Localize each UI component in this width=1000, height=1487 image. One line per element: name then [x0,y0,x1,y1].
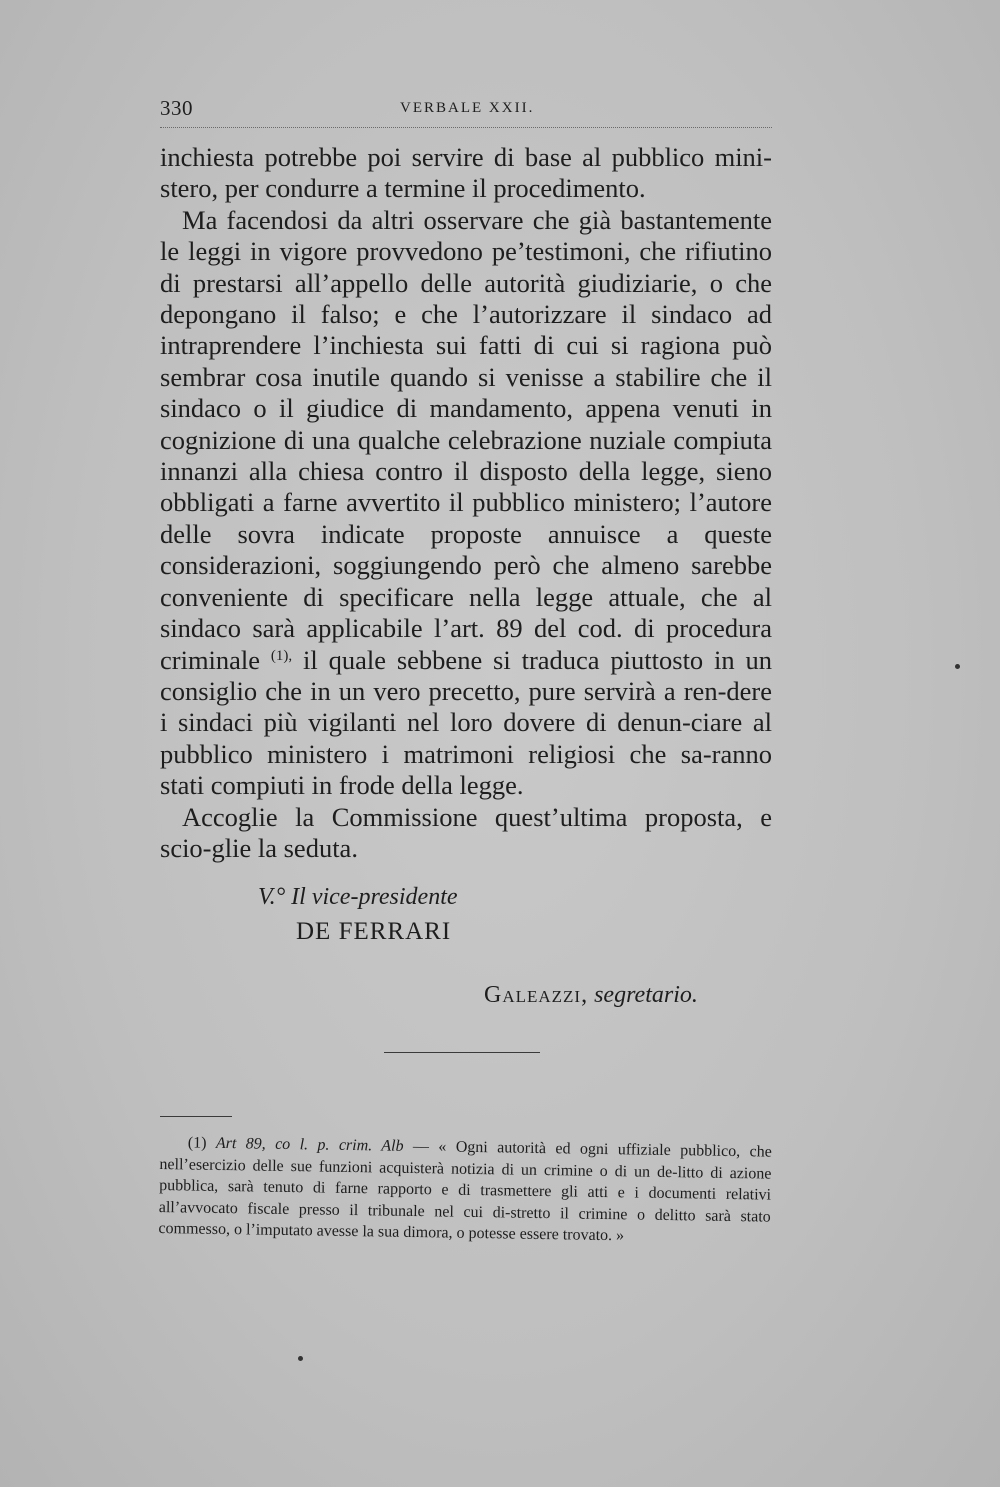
body-text [160,142,772,864]
vice-president-label: V.° Il vice-presidente [258,884,458,910]
footnote-citation: Art 89, co l. p. crim. Alb [215,1134,404,1155]
header-rule [160,127,772,128]
ink-speck [298,1356,303,1361]
footnote-reference-marker: (1), [270,647,293,664]
footnote-marker: (1) [187,1134,207,1152]
paragraph-3: Accoglie la Commissione quest’ultima proposta, e scio-glie la seduta. [160,801,772,863]
secretary-name: Galeazzi, [484,982,589,1008]
paragraph-2 [160,205,772,802]
paragraph-2-continuation: il quale sebbene si traduca piuttosto in un consiglio che in un vero precetto, pure servirà a ren-dere i sindaci più vigilanti nel loro dovere di denun-ciare al pubblico ministero i matrimoni religiosi che sa-ranno stati compiuti in frode della legge. [160,644,773,801]
closing-rule [384,1052,540,1053]
footnote-text: — « Ogni autorità ed ogni uffiziale pubblico, che nell’esercizio delle sue funzioni acquisterà notizia di un crimine o di un de-litto di azione pubblica, sarà tenuto di farne rapporto e di trasmettere gli atti e i documenti relativi all’avvocato fiscale presso il tribunale nel cui di-stretto il crimine o delitto sarà stato commesso, o l’imputato avesse la sua dimora, o potesse essere trovato. » [158,1137,772,1245]
secretary-role: segretario. [594,982,698,1008]
ink-speck [955,664,960,669]
page-header [160,96,772,126]
page-number: 330 [160,96,193,120]
secretary-signature [484,982,698,1009]
footnote-rule [160,1116,232,1117]
vice-president-name: DE FERRARI [296,918,452,945]
footnote [158,1132,772,1249]
paragraph-1: inchiesta potrebbe poi servire di base al pubblico mini-stero, per condurre a termine il procedimento. [160,142,772,204]
running-head: VERBALE XXII. [400,100,535,116]
paragraph-2-text: Ma facendosi da altri osservare che già bastantemente le leggi in vigore provvedono pe’testimoni, che rifiutino di prestarsi all’appello delle autorità giudiziarie, o che depongano il falso; e che l’autorizzare il sindaco ad intraprendere l’inchiesta sui fatti di cui si ragiona può sembrar cosa inutile quando si venisse a stabilire che il sindaco o il giudice di mandamento, appena venuti in cognizione di una qualche celebrazione nuziale compiuta innanzi alla chiesa contro il disposto della legge, sieno obbligati a farne avvertito il pubblico ministero; l’autore delle sovra indicate proposte annuisce a queste considerazioni, soggiungendo però che almeno sarebbe conveniente di specificare nella legge attuale, che al sindaco sarà applicabile l’art. 89 del cod. di procedura criminale [160,204,772,675]
